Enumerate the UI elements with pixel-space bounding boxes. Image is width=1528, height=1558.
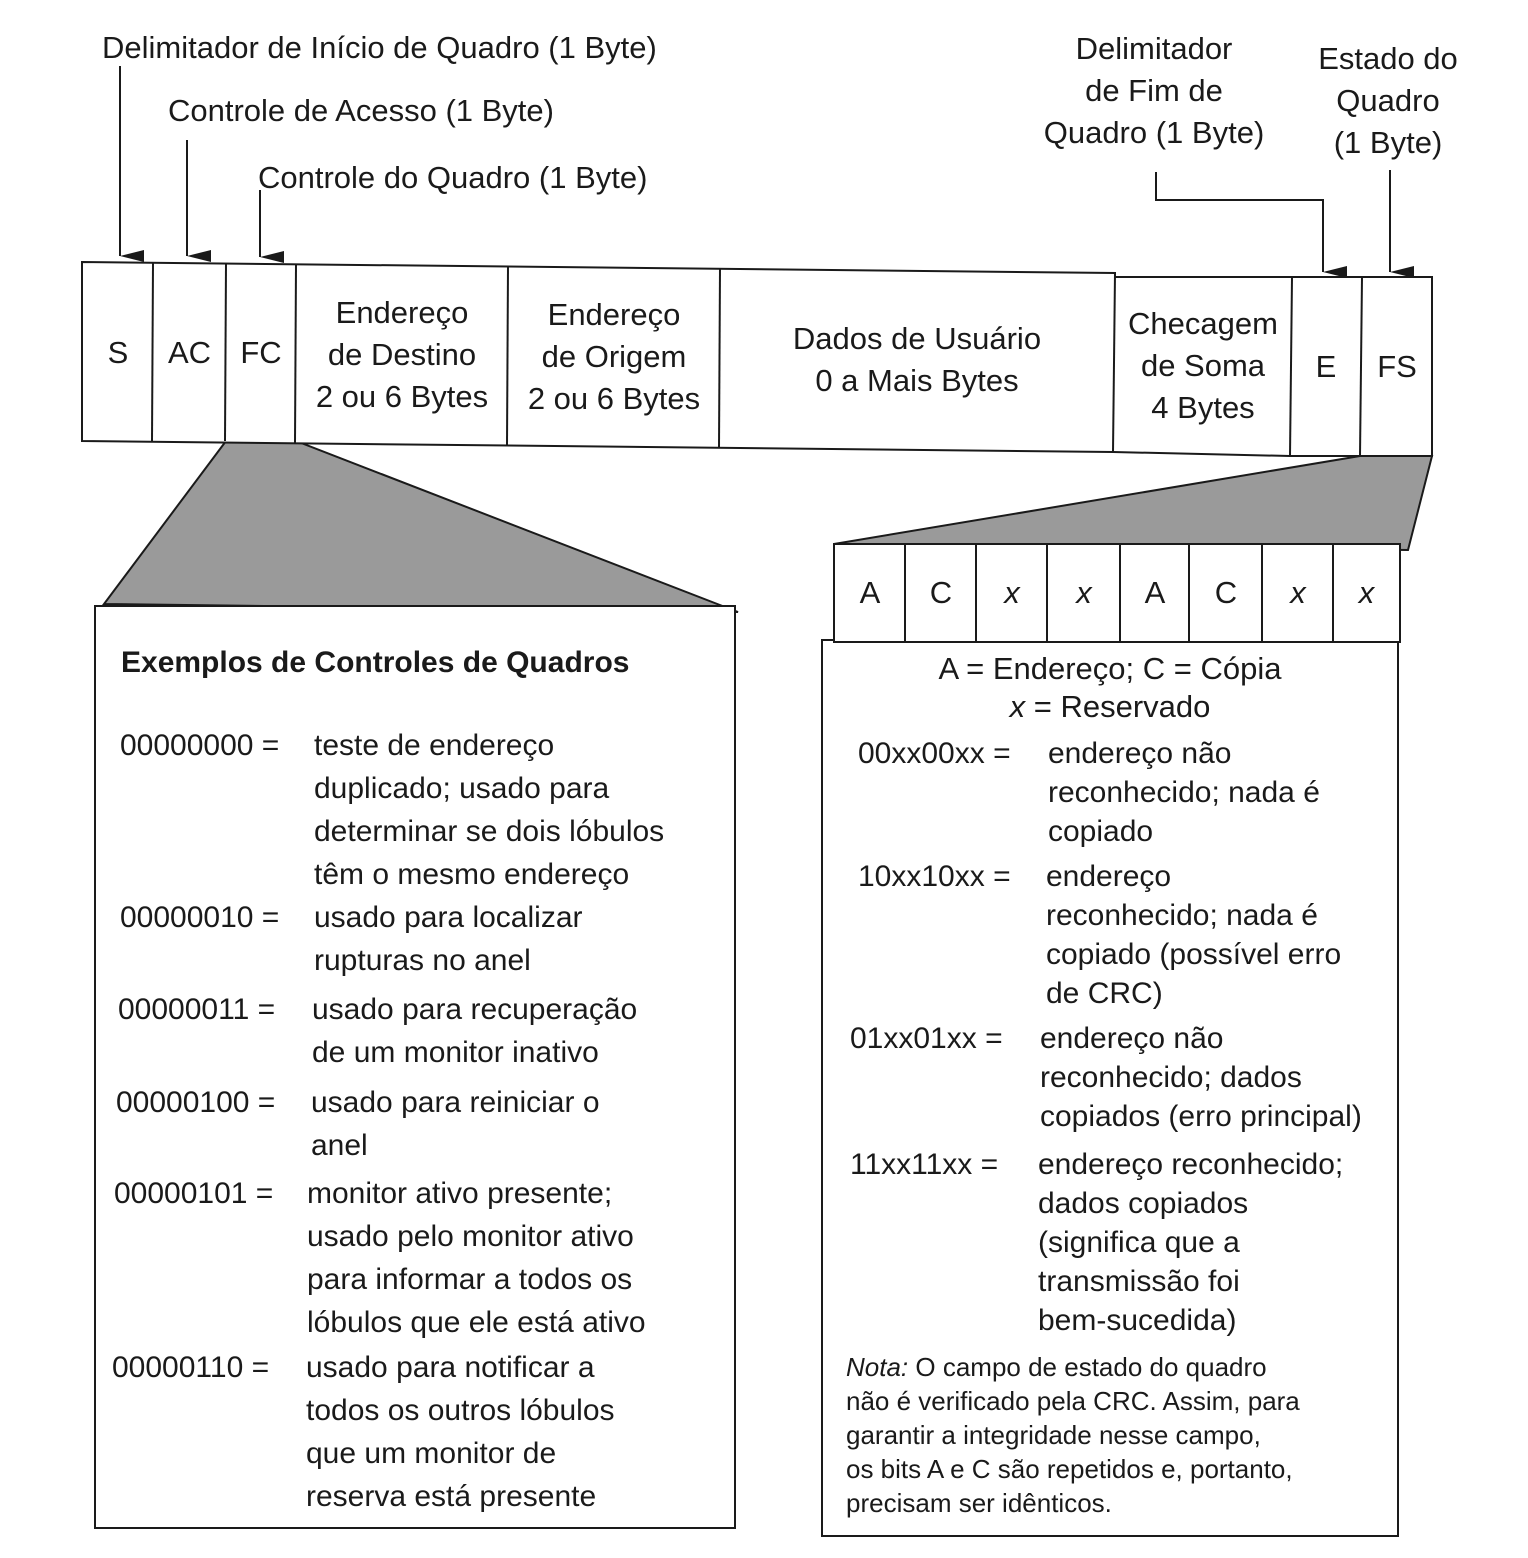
fc-callout-shape bbox=[104, 441, 738, 612]
fc-code: 00000010 = bbox=[120, 901, 280, 934]
fs-note-label: Nota: bbox=[846, 1352, 909, 1382]
field-fs-text: FS bbox=[1377, 349, 1417, 384]
frame-status-label-line: (1 Byte) bbox=[1333, 125, 1443, 160]
field-checksum bbox=[1115, 276, 1291, 456]
field-user-data-line: Dados de Usuário bbox=[792, 321, 1042, 356]
end-delimiter-label-line: de Fim de bbox=[1085, 73, 1223, 108]
fc-description-line: anel bbox=[311, 1129, 368, 1162]
fs-description-line: de CRC) bbox=[1046, 977, 1163, 1010]
fs-legend-1: A = Endereço; C = Cópia bbox=[938, 651, 1282, 686]
frame-control-label: Controle do Quadro (1 Byte) bbox=[258, 160, 648, 195]
field-fs bbox=[1362, 278, 1432, 456]
fs-description-line: (significa que a bbox=[1038, 1226, 1240, 1259]
fc-code: 00000011 = bbox=[118, 993, 276, 1026]
field-s-text: S bbox=[107, 334, 129, 370]
fc-description-line: reserva está presente bbox=[306, 1480, 597, 1513]
field-source-line: de Origem bbox=[541, 339, 687, 374]
access-control-label: Controle de Acesso (1 Byte) bbox=[168, 93, 554, 128]
fs-description-line: reconhecido; nada é bbox=[1046, 899, 1318, 932]
field-fc-text: FC bbox=[240, 335, 282, 370]
field-e bbox=[1292, 278, 1360, 456]
fc-code: 00000000 = bbox=[120, 729, 280, 762]
fs-bit-c: C bbox=[1214, 575, 1238, 610]
frame-status-label-line: Estado do bbox=[1318, 41, 1458, 76]
fc-description-line: de um monitor inativo bbox=[312, 1036, 599, 1069]
fc-description-line: usado para notificar a bbox=[306, 1351, 595, 1384]
fs-bit-a: A bbox=[1144, 575, 1166, 610]
field-fc bbox=[227, 264, 295, 442]
field-ac-text: AC bbox=[167, 335, 212, 370]
fc-description-line: rupturas no anel bbox=[314, 944, 531, 977]
fs-note bbox=[846, 1350, 1300, 1520]
fs-description bbox=[1046, 857, 1341, 1013]
fs-description-line: reconhecido; nada é bbox=[1048, 776, 1320, 809]
fs-bit-reserved: x bbox=[1004, 575, 1020, 610]
fc-description bbox=[306, 1346, 615, 1518]
fs-description-line: endereço bbox=[1046, 860, 1172, 893]
fs-note-line: garantir a integridade nesse campo, bbox=[846, 1420, 1261, 1450]
fc-description-line: que um monitor de bbox=[306, 1437, 557, 1470]
field-destination-address bbox=[297, 265, 507, 445]
fs-note-line: não é verificado pela CRC. Assim, para bbox=[846, 1386, 1300, 1416]
fc-examples-title: Exemplos de Controles de Quadros bbox=[121, 646, 630, 679]
fs-description bbox=[1040, 1019, 1362, 1136]
fs-description-line: reconhecido; dados bbox=[1040, 1061, 1302, 1094]
field-ac bbox=[154, 264, 225, 442]
fs-description bbox=[1048, 734, 1320, 851]
fs-description-line: dados copiados bbox=[1038, 1187, 1249, 1220]
fc-description-line: usado para reiniciar o bbox=[311, 1086, 600, 1119]
fs-callout-shape bbox=[834, 456, 1432, 550]
field-destination-line: 2 ou 6 Bytes bbox=[315, 379, 489, 414]
field-checksum-line: de Soma bbox=[1140, 348, 1266, 383]
fs-legend-var: x bbox=[1009, 689, 1026, 724]
fs-note-line: O campo de estado do quadro bbox=[908, 1352, 1267, 1382]
fc-description bbox=[307, 1172, 646, 1344]
fc-description-line: teste de endereço bbox=[314, 729, 555, 762]
fs-code: 01xx01xx = bbox=[850, 1022, 1003, 1055]
start-delimiter-label: Delimitador de Início de Quadro (1 Byte) bbox=[102, 30, 657, 65]
fs-bit-reserved: x bbox=[1290, 575, 1306, 610]
fs-bit-a: A bbox=[859, 575, 881, 610]
fc-description-line: duplicado; usado para bbox=[314, 772, 610, 805]
field-checksum-line: 4 Bytes bbox=[1151, 390, 1255, 425]
field-e-text: E bbox=[1315, 349, 1337, 384]
fc-description-line: monitor ativo presente; bbox=[307, 1177, 613, 1210]
end-delimiter-label-line: Quadro (1 Byte) bbox=[1043, 115, 1265, 150]
fs-description-line: endereço não bbox=[1040, 1022, 1224, 1055]
fs-description bbox=[1038, 1145, 1343, 1340]
field-destination-line: Endereço bbox=[335, 295, 469, 330]
field-user-data bbox=[721, 269, 1113, 451]
fs-description-line: transmissão foi bbox=[1038, 1265, 1240, 1298]
fc-description-line: têm o mesmo endereço bbox=[314, 858, 630, 891]
fs-note-line: precisam ser idênticos. bbox=[846, 1488, 1112, 1518]
fs-code: 10xx10xx = bbox=[858, 860, 1011, 893]
field-destination-line: de Destino bbox=[327, 337, 477, 372]
fs-description-line: bem-sucedida) bbox=[1038, 1304, 1237, 1337]
fs-description-line: endereço não bbox=[1048, 737, 1232, 770]
fs-legend-2 bbox=[822, 688, 1398, 726]
fc-code: 00000110 = bbox=[112, 1351, 270, 1384]
frame-status-label bbox=[1300, 38, 1476, 164]
fs-description-line: copiado (possível erro bbox=[1046, 938, 1342, 971]
fc-description bbox=[311, 1081, 600, 1167]
fs-description-line: copiado bbox=[1048, 815, 1154, 848]
fs-bit-reserved: x bbox=[1076, 575, 1092, 610]
fc-description-line: usado para recuperação bbox=[312, 993, 638, 1026]
field-source-line: 2 ou 6 Bytes bbox=[527, 381, 701, 416]
fs-note-line: os bits A e C são repetidos e, portanto, bbox=[846, 1454, 1293, 1484]
fc-description-line: usado para localizar bbox=[314, 901, 583, 934]
field-s bbox=[83, 264, 153, 441]
fs-legend-rest: = Reservado bbox=[1025, 689, 1211, 724]
fc-description bbox=[314, 724, 664, 896]
fc-description-line: para informar a todos os bbox=[307, 1263, 633, 1296]
fs-code: 00xx00xx = bbox=[858, 737, 1011, 770]
fs-code: 11xx11xx = bbox=[850, 1148, 999, 1181]
fc-code: 00000101 = bbox=[114, 1177, 274, 1210]
fc-description-line: lóbulos que ele está ativo bbox=[307, 1306, 646, 1339]
fc-description-line: determinar se dois lóbulos bbox=[314, 815, 665, 848]
fs-bit-c: C bbox=[929, 575, 953, 610]
field-checksum-line: Checagem bbox=[1128, 306, 1278, 341]
fs-bit-reserved: x bbox=[1358, 575, 1375, 610]
fc-code: 00000100 = bbox=[116, 1086, 276, 1119]
fc-description bbox=[312, 988, 637, 1074]
end-delimiter-label-line: Delimitador bbox=[1075, 31, 1233, 66]
fc-description-line: usado pelo monitor ativo bbox=[307, 1220, 634, 1253]
end-delimiter-label bbox=[1024, 28, 1284, 154]
fs-description-line: copiados (erro principal) bbox=[1040, 1100, 1362, 1133]
frame-status-label-line: Quadro bbox=[1336, 83, 1440, 118]
fs-description-line: endereço reconhecido; bbox=[1038, 1148, 1344, 1181]
field-source-line: Endereço bbox=[547, 297, 681, 332]
field-source-address bbox=[509, 267, 719, 447]
field-user-data-line: 0 a Mais Bytes bbox=[815, 363, 1019, 398]
ed-arrow bbox=[1156, 172, 1323, 272]
fc-description-line: todos os outros lóbulos bbox=[306, 1394, 615, 1427]
fc-description bbox=[314, 896, 583, 982]
